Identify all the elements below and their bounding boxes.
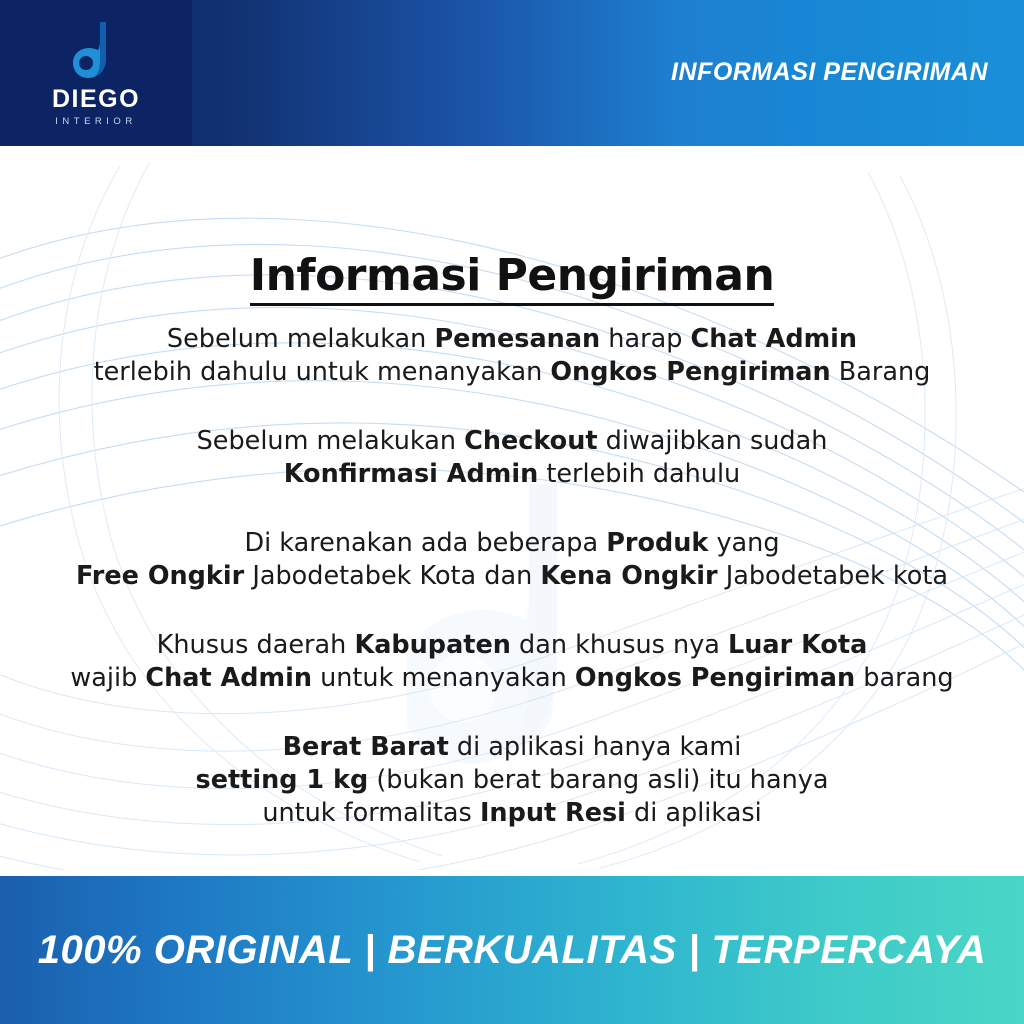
paragraph-3 <box>0 527 1024 593</box>
paragraph-line <box>0 764 1024 797</box>
emphasis-text: Kabupaten <box>354 630 511 660</box>
diego-droplet-logo <box>73 19 119 81</box>
brand-logo-block <box>0 0 192 146</box>
paragraph-2 <box>0 425 1024 491</box>
brand-name: DIEGO <box>51 85 141 113</box>
body-text: terlebih dahulu <box>538 459 741 489</box>
content-area <box>0 146 1024 876</box>
body-text: Jabodetabek kota <box>717 561 948 591</box>
page-title-text: Informasi Pengiriman <box>250 250 775 306</box>
paragraph-1 <box>0 323 1024 389</box>
emphasis-text: Produk <box>606 528 709 558</box>
page-header <box>0 0 1024 146</box>
paragraph-line <box>0 323 1024 356</box>
body-text: di aplikasi hanya kami <box>448 732 742 762</box>
body-text: Sebelum melakukan <box>196 426 465 456</box>
emphasis-text: Luar Kota <box>728 630 868 660</box>
body-text: (bukan berat barang asli) itu hanya <box>368 765 829 795</box>
paragraph-line <box>0 731 1024 764</box>
body-text: untuk menanyakan <box>311 663 575 693</box>
emphasis-text: setting 1 kg <box>195 765 369 795</box>
paragraph-line <box>0 629 1024 662</box>
emphasis-text: Pemesanan <box>434 324 601 354</box>
body-text: harap <box>600 324 691 354</box>
emphasis-text: Ongkos Pengiriman <box>550 357 831 387</box>
paragraph-line <box>0 458 1024 491</box>
emphasis-text: Chat Admin <box>145 663 312 693</box>
emphasis-text: Checkout <box>464 426 598 456</box>
paragraph-line <box>0 560 1024 593</box>
body-text: Di karenakan ada beberapa <box>244 528 607 558</box>
paragraph-4 <box>0 629 1024 695</box>
body-text: dan khusus nya <box>510 630 729 660</box>
emphasis-text: Ongkos Pengiriman <box>574 663 856 693</box>
paragraph-line <box>0 527 1024 560</box>
paragraph-line <box>0 356 1024 389</box>
body-text: wajib <box>70 663 146 693</box>
page-title <box>0 250 1024 301</box>
body-text: yang <box>708 528 780 558</box>
body-text: di aplikasi <box>625 798 762 828</box>
emphasis-text: Konfirmasi Admin <box>283 459 539 489</box>
body-text: Khusus daerah <box>156 630 355 660</box>
paragraph-line <box>0 797 1024 830</box>
droplet-icon <box>73 19 119 81</box>
body-text: Jabodetabek Kota dan <box>244 561 541 591</box>
body-text: barang <box>855 663 954 693</box>
footer-slogan: 100% ORIGINAL | BERKUALITAS | TERPERCAYA <box>37 927 987 972</box>
header-title: INFORMASI PENGIRIMAN <box>671 58 988 86</box>
page-footer <box>0 876 1024 1024</box>
emphasis-text: Chat Admin <box>690 324 858 354</box>
body-text: Barang <box>830 357 931 387</box>
emphasis-text: Kena Ongkir <box>540 561 718 591</box>
body-text: untuk formalitas <box>262 798 480 828</box>
paragraph-line <box>0 662 1024 695</box>
emphasis-text: Free Ongkir <box>76 561 245 591</box>
paragraph-line <box>0 425 1024 458</box>
emphasis-text: Input Resi <box>479 798 626 828</box>
paragraph-5 <box>0 731 1024 830</box>
body-text: terlebih dahulu untuk menanyakan <box>93 357 551 387</box>
body-text: Sebelum melakukan <box>166 324 435 354</box>
brand-tagline: INTERIOR <box>55 116 137 127</box>
body-text: diwajibkan sudah <box>597 426 828 456</box>
emphasis-text: Berat Barat <box>282 732 449 762</box>
